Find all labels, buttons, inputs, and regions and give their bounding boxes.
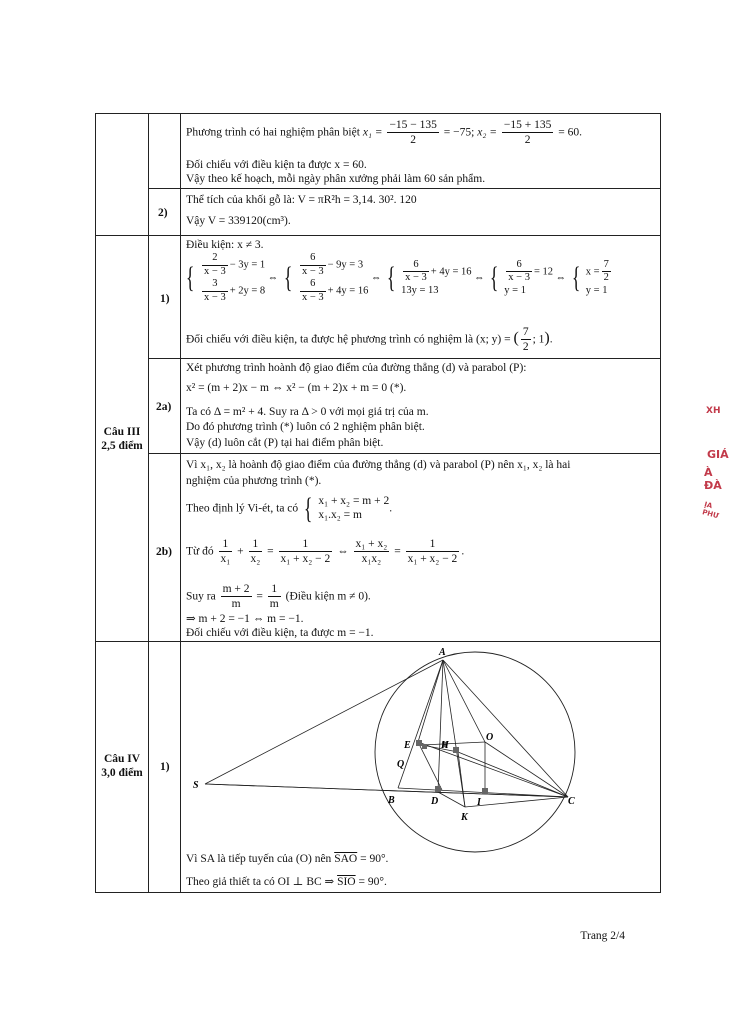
point-label-b: B [388, 795, 395, 806]
row2-line1: Thể tích của khối gỗ là: V = πR²h = 3,14. 30². 120 [186, 194, 417, 206]
right-angle-marker [416, 740, 422, 746]
row5-vieta: Theo định lý Vi-ét, ta có { x₁ + x₂ = m + 2 x₁.x₂ = m . [186, 492, 393, 525]
row4-line4: Do đó phương trình (*) luôn có 2 nghiệm phân biệt. [186, 421, 425, 433]
point-label-k: K [461, 812, 468, 823]
column-divider [148, 113, 149, 893]
row2-line2: Vậy V = 339120(cm³). [186, 215, 291, 227]
row4-line2: x² = (m + 2)x − m ⇔ x² − (m + 2)x + m = 0 (*). [186, 382, 407, 394]
point-label-a: A [439, 647, 446, 658]
point-label-o: O [486, 732, 494, 743]
stamp-fragment-4: ỊA PHƯ [701, 500, 720, 521]
row5-from: Từ đó $\frac{1}{\text{x₁}}$ + $\frac{1}{\text{x₂}}$ = $\frac{1}{\text{x₁ + x₂ − 2}}$ ⇔ $\frac{\text{x₁ + x₂}}{\text{x₁x₂}}$ = $\frac{1}{\text{x₁ + x₂ − 2}}$ . [186, 538, 465, 566]
point-label-q: Q [397, 759, 405, 770]
row5-line1: Vì x₁, x₂ là hoành độ giao điểm của đường thẳng (d) và parabol (P) nên x₁, x₂ là hai [186, 459, 571, 471]
page-number: Trang 2/4 [580, 930, 625, 942]
question-label-cau3: Câu III 2,5 điểm [101, 426, 143, 453]
point-label-i: I [477, 797, 481, 808]
stamp-fragment-1: XH [706, 406, 721, 416]
point-label-h: H [441, 740, 449, 751]
row1-line1: Phương trình có hai nghiệm phân biệt x₁ = $\frac{-15 - 135}{2}$ = −75; x₂ = $\frac{-15 + 135}{2}$ = 60. [186, 119, 582, 147]
row6-line1: Vì SA là tiếp tuyến của (O) nên $\overline{SAO} = 90^\circ$. [186, 853, 389, 865]
sub-number: 2b) [156, 546, 172, 558]
row4-line1: Xét phương trình hoành độ giao điểm của đường thẳng (d) và parabol (P): [186, 362, 527, 374]
geometry-figure [180, 642, 660, 852]
fraction: $\frac{-15 - 135}{2}$ [389, 119, 437, 147]
row6-line2: Theo giả thiết ta có OI ⊥ BC ⇒ $\overline{SIO} = 90^\circ$. [186, 876, 387, 888]
segment-ab [398, 660, 443, 788]
segment-aq [418, 660, 443, 742]
row3-conclusion: Đối chiếu với điều kiện, ta được hệ phương trình có nghiệm là (x; y) = ( $\frac{7}{2}$ ; 1). [186, 326, 553, 354]
row1-line2: Đối chiếu với điều kiện ta được x = 60. [186, 159, 367, 171]
row-divider [148, 188, 661, 189]
question-label-cau4: Câu IV 3,0 điểm [101, 753, 143, 780]
sub-number: 2a) [156, 401, 172, 413]
segment-ac [443, 660, 568, 797]
row5-last: Đối chiếu với điều kiện, ta được m = −1. [186, 627, 374, 639]
point-label-d: D [431, 796, 439, 807]
fraction: $\frac{-15 + 135}{2}$ [503, 119, 552, 147]
equation-system-chain: { $\frac{2}{x - 3}$ − 3y = 1 $\frac{3}{x - 3}$ + 2y = 8 ⇔ { $\frac{6}{x - 3}$ − 9y = 3 $\frac{6}{x - 3}$ + 4y = 16 ⇔ { $\frac{6}{x - 3}$ + 4y = 16 13y = 13 ⇔ { $\frac{6}{x - 3}$ = 12 y = 1 ⇔ { x = $\frac{7}{2}$ y = 1 [185, 252, 609, 303]
row5-line2: nghiệm của phương trình (*). [186, 475, 322, 487]
row1-line3: Vậy theo kế hoạch, mỗi ngày phân xưởng phải làm 60 sản phẩm. [186, 173, 486, 185]
segment-sa [205, 660, 443, 784]
sub-number: 1) [160, 293, 170, 305]
sub-number: 2) [158, 207, 168, 219]
point-label-c: C [568, 796, 575, 807]
point-label-e: E [404, 740, 411, 751]
row-divider [148, 358, 661, 359]
row5-suyra: Suy ra $\frac{m + 2}{m}$ = $\frac{1}{m}$ (Điều kiện m ≠ 0). [186, 583, 371, 611]
row4-line5: Vậy (d) luôn cắt (P) tại hai điểm phân biệt. [186, 437, 384, 449]
circle-o [375, 652, 575, 852]
table-border-right [660, 113, 661, 893]
row5-implies: ⇒ m + 2 = −1 ⇔ m = −1. [186, 613, 304, 625]
sub-number: 1) [160, 761, 170, 773]
segment-ad [438, 660, 443, 792]
point-label-s: S [193, 780, 199, 791]
stamp-fragment-3: À ĐÀ [704, 466, 722, 492]
row3-condition: Điều kiện: x ≠ 3. [186, 239, 264, 251]
row4-line3: Ta có Δ = m² + 4. Suy ra Δ > 0 với mọi giá trị của m. [186, 406, 429, 418]
stamp-fragment-2: GIÁ [707, 448, 729, 461]
row-divider [148, 453, 661, 454]
